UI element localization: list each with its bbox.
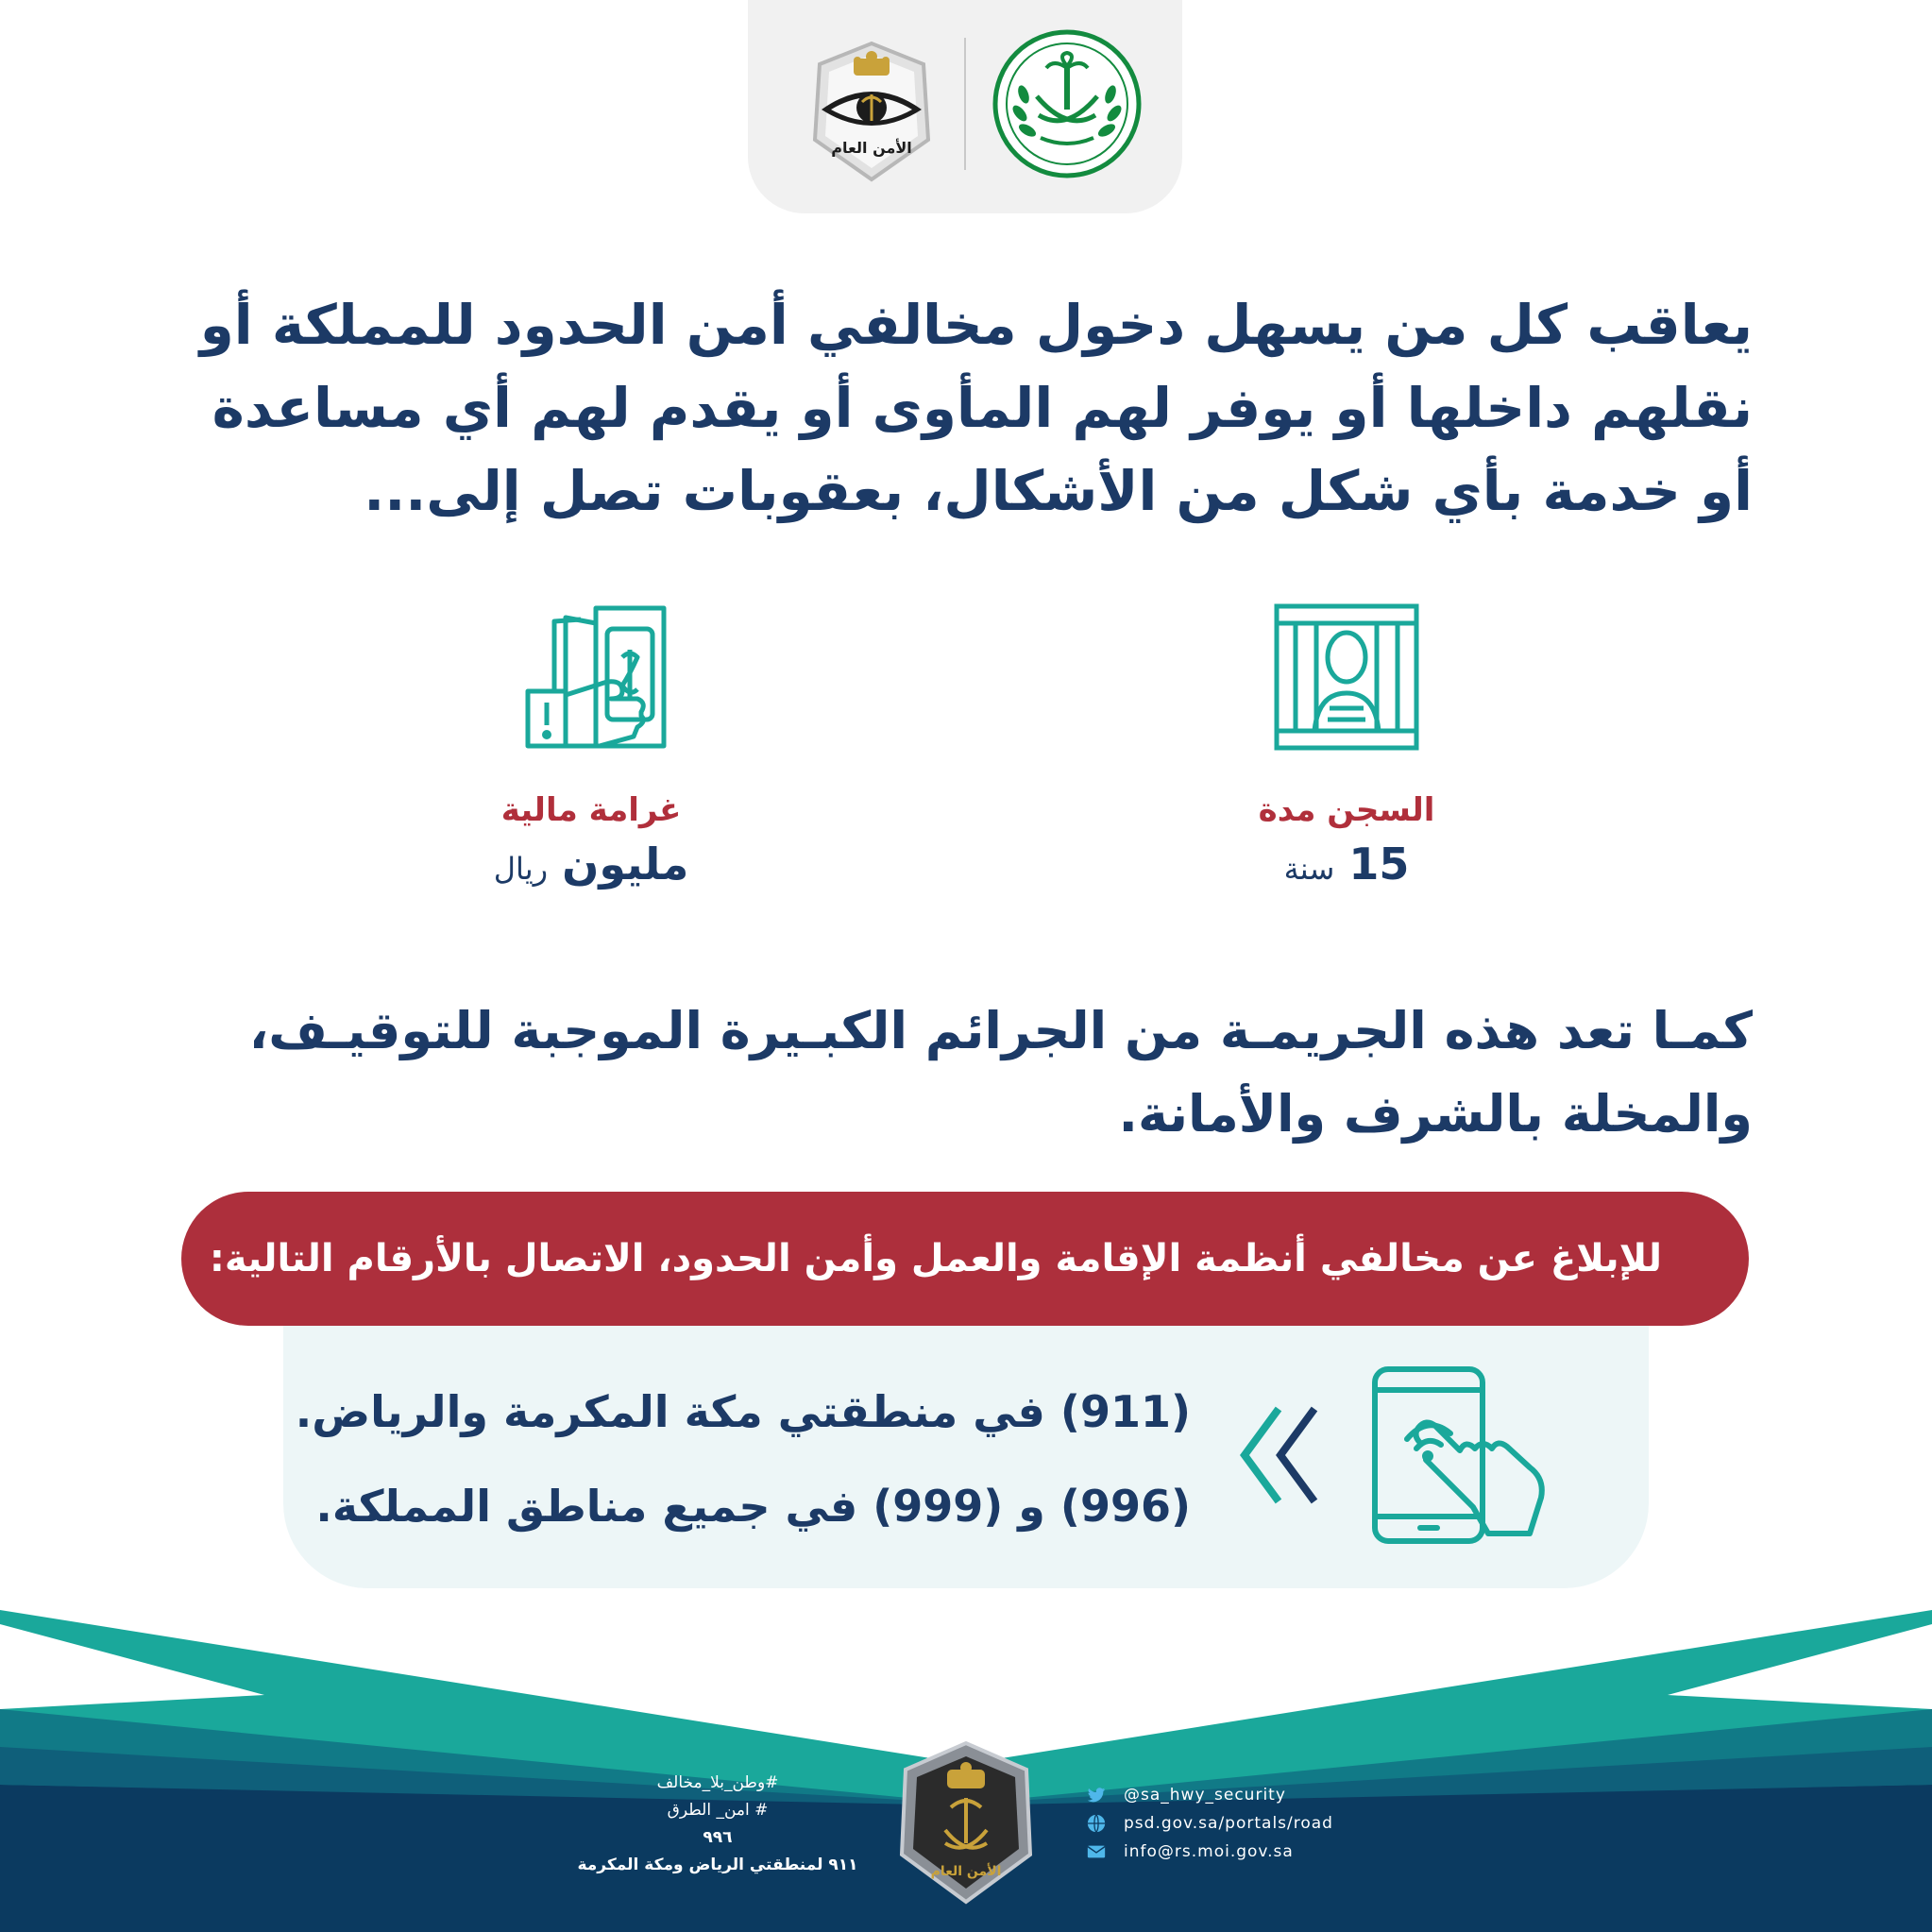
- twitter-handle: @sa_hwy_security: [1124, 1786, 1286, 1805]
- hashtag-amn-turuq: # امن_ الطرق: [667, 1801, 769, 1820]
- website-row[interactable]: [1086, 1809, 1333, 1838]
- road-security-emblem: [892, 1737, 1040, 1907]
- jail-icon: [1273, 602, 1420, 752]
- email-row[interactable]: [1086, 1838, 1333, 1866]
- logo-divider: [964, 38, 966, 170]
- fine-unit: ريال: [493, 851, 549, 887]
- footer-info: [576, 1770, 859, 1879]
- intro-paragraph: يعاقب كل من يسهل دخول مخالفي أمن الحدود للمملكة أو نقلهم داخلها أو يوفر لهم المأوى أو يقدم لهم أي مساعدة أو خدمة بأي شكل من الأشكال، بعقوبات تصل إلى...: [199, 293, 1753, 523]
- email-address: info@rs.moi.gov.sa: [1124, 1842, 1294, 1861]
- email-icon: [1086, 1841, 1107, 1862]
- twitter-icon: [1086, 1785, 1107, 1805]
- contact-line-996-999: (996) و (999) في جميع مناطق المملكة.: [315, 1481, 1191, 1532]
- fine-value: [449, 839, 733, 890]
- footer-number: ٩٩٦: [703, 1828, 733, 1847]
- contact-line-911: (911) في منطقتي مكة المكرمة والرياض.: [295, 1386, 1191, 1437]
- report-banner-text: للإبلاغ عن مخالفي أنظمة الإقامة والعمل وأمن الحدود، الاتصال بالأرقام التالية:: [209, 1237, 1662, 1280]
- phone-tap-icon: [1369, 1365, 1549, 1545]
- money-hand-icon: [524, 604, 671, 750]
- prison-title: السجن مدة: [1258, 791, 1435, 829]
- note-paragraph: كمـا تعد هذه الجريمـة من الجرائم الكبـيرة الموجبة للتوقيـف، والمخلة بالشرف والأمانة.: [248, 1001, 1753, 1144]
- website-url: psd.gov.sa/portals/road: [1124, 1814, 1333, 1833]
- public-security-label: الأمن العام: [831, 139, 912, 157]
- public-security-logo: [801, 36, 942, 187]
- report-banner: [181, 1192, 1749, 1326]
- hashtag-watan: #وطن_بلا_مخالف: [656, 1773, 779, 1792]
- ministry-emblem: [991, 28, 1143, 179]
- globe-icon: [1086, 1813, 1107, 1834]
- footer-emblem-label: الأمن العام: [930, 1864, 1002, 1879]
- fine-title: غرامة مالية: [500, 791, 682, 829]
- fine-amount: مليون: [562, 839, 689, 890]
- twitter-row[interactable]: [1086, 1781, 1333, 1809]
- footer-number-note: ٩١١ لمنطقتي الرياض ومكة المكرمة: [577, 1856, 858, 1874]
- prison-amount: 15: [1348, 839, 1410, 890]
- footer-contacts: [1086, 1781, 1333, 1866]
- prison-unit: سنة: [1283, 851, 1335, 887]
- prison-value: [1205, 839, 1488, 890]
- double-chevron-left-icon: [1237, 1405, 1324, 1505]
- footer: [0, 1605, 1932, 1932]
